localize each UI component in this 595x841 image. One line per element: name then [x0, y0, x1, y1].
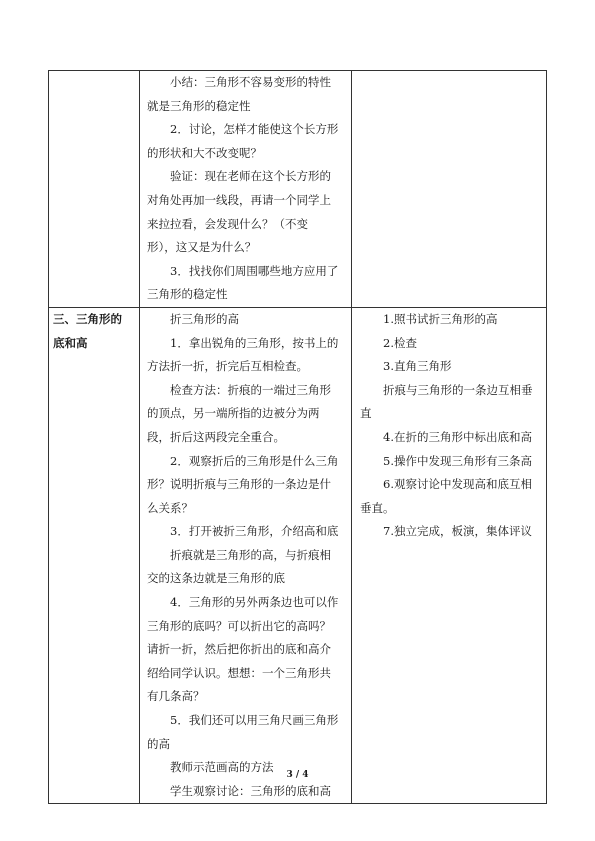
text-line: 么关系？: [147, 500, 193, 515]
text-line: 有几条高？: [147, 689, 205, 704]
section-title-line2: 底和高: [53, 335, 88, 350]
text-line: 的顶点，另一端所指的边被分为两: [147, 406, 320, 421]
text-line: 的高: [147, 736, 170, 751]
text-line: 小结：三角形不容易变形的特性: [170, 75, 331, 89]
table-row: [49, 307, 547, 803]
text-line: 绍给同学认识。想想：一个三角形共: [147, 665, 331, 680]
text-line: 学生观察讨论：三角形的底和高: [170, 783, 331, 798]
text-line: 垂直。: [360, 500, 395, 515]
text-line: 方法折一折，折完后互相检查。: [147, 359, 308, 374]
text-line: 来拉拉看，会发现什么？（不变: [147, 216, 308, 231]
text-line: 2．观察折后的三角形是什么三角: [170, 453, 339, 468]
section-title-line1: 三、三角形的: [53, 311, 122, 326]
text-line: 4.在折的三角形中标出底和高: [383, 429, 532, 444]
text-line: 3．打开被折三角形，介绍高和底: [170, 524, 339, 539]
text-line: 3．找找你们周围哪些地方应用了: [170, 263, 339, 278]
text-line: 形？说明折痕与三角形的一条边是什: [147, 477, 331, 492]
row2-teacher-activity-cell: [140, 307, 352, 803]
text-line: 交的这条边就是三角形的底: [147, 571, 285, 586]
text-line: 6.观察讨论中发现高和底互相: [383, 477, 532, 492]
text-line: 1．拿出锐角的三角形，按书上的: [170, 335, 339, 350]
text-line: 5.操作中发现三角形有三条高: [383, 453, 532, 468]
row2-student-text: [352, 308, 546, 544]
text-line: 形），这又是为什么？: [147, 240, 257, 255]
text-line: 折痕就是三角形的高，与折痕相: [170, 547, 331, 562]
text-line: 请折一折，然后把你折出的底和高介: [147, 642, 331, 657]
row1-teacher-text: [140, 71, 351, 307]
text-line: 3.直角三角形: [383, 359, 452, 374]
text-line: 5．我们还可以用三角尺画三角形: [170, 713, 339, 728]
row2-section-cell: [49, 307, 140, 803]
text-line: 4．三角形的另外两条边也可以作: [170, 595, 339, 610]
text-line: 折痕与三角形的一条边互相垂: [383, 382, 533, 397]
text-line: 直: [360, 406, 372, 421]
text-line: 检查方法：折痕的一端过三角形: [170, 382, 331, 397]
text-line: 7.独立完成，板演，集体评议: [383, 524, 532, 539]
text-line: 2．讨论，怎样才能使这个长方形: [170, 122, 339, 137]
text-line: 段，折后这两段完全重合。: [147, 429, 285, 444]
text-line: 三角形的稳定性: [147, 287, 228, 302]
lesson-table: [48, 70, 547, 804]
text-line: 的形状和大不改变呢？: [147, 145, 262, 160]
text-line: 验证：现在老师在这个长方形的: [170, 169, 331, 184]
row2-student-activity-cell: [352, 307, 547, 803]
text-line: 折三角形的高: [170, 311, 239, 326]
row2-teacher-text: [140, 308, 351, 803]
text-line: 教师示范画高的方法: [170, 760, 274, 775]
text-line: 就是三角形的稳定性: [147, 98, 251, 113]
row1-teacher-activity-cell: [140, 71, 352, 308]
text-line: 1.照书试折三角形的高: [383, 311, 498, 326]
text-line: 2.检查: [383, 335, 417, 350]
row1-student-activity-cell: [352, 71, 547, 308]
text-line: 对角处再加一线段，再请一个同学上: [147, 192, 331, 207]
row1-section-cell: [49, 71, 140, 308]
page-number: 3 / 4: [286, 770, 309, 780]
text-line: 三角形的底吗？可以折出它的高吗？: [147, 618, 331, 633]
table-row: [49, 71, 547, 308]
